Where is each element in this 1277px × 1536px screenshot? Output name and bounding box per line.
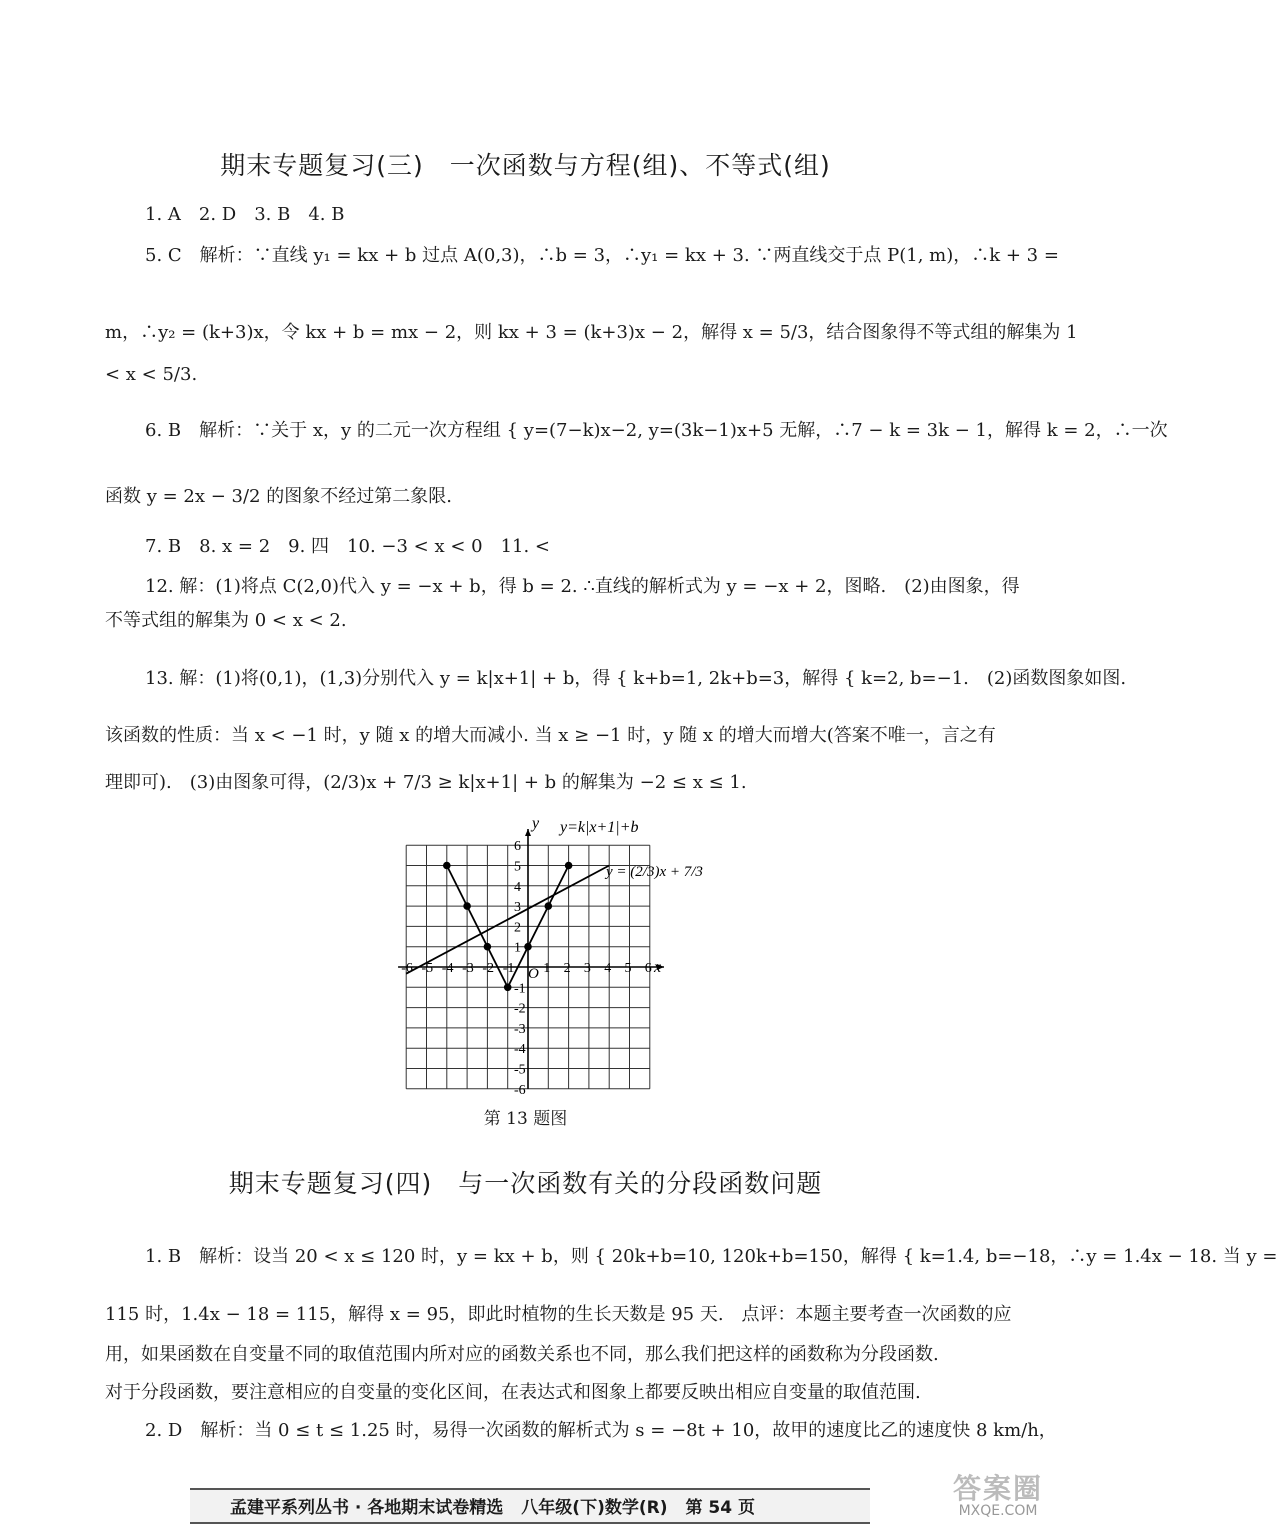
answer-line: 12. 解：(1)将点 C(2,0)代入 y = −x + b，得 b = 2. ∴直线的解析式为 y = −x + 2，图略. (2)由图象，得 <box>145 576 1020 597</box>
y-tick-label: -3 <box>514 1021 526 1037</box>
x-tick-label: 5 <box>624 961 632 976</box>
answer-line: 6. B 解析：∵关于 x，y 的二元一次方程组 { y=(7−k)x−2, y=(3k−1)x+5 无解，∴7 − k = 3k − 1，解得 k = 2，∴一次 <box>145 420 1168 441</box>
y-axis-label: y <box>532 815 540 832</box>
answer-line: 5. C 解析：∵直线 y₁ = kx + b 过点 A(0,3)，∴b = 3，∴y₁ = kx + 3. ∵两直线交于点 P(1, m)，∴k + 3 = <box>145 245 1059 266</box>
y-tick-label: 4 <box>514 879 521 895</box>
y-tick-label: -2 <box>514 1001 526 1017</box>
x-tick-label: 2 <box>563 961 571 976</box>
y-tick-label: -5 <box>514 1062 526 1078</box>
x-tick-label: -6 <box>401 961 413 976</box>
answer-line: 2. D 解析：当 0 ≤ t ≤ 1.25 时，易得一次函数的解析式为 s = −8t + 10，故甲的速度比乙的速度快 8 km/h， <box>145 1420 1057 1441</box>
figure-caption: 第 13 题图 <box>483 1109 568 1129</box>
y-tick-label: -6 <box>514 1082 526 1098</box>
data-point <box>565 862 573 870</box>
x-tick-label: -1 <box>502 961 515 976</box>
x-tick-label: 1 <box>543 961 551 976</box>
page-footer <box>190 1488 870 1524</box>
data-point <box>545 902 553 910</box>
answer-line: 1. B 解析：设当 20 < x ≤ 120 时，y = kx + b，则 { 20k+b=10, 120k+b=150，解得 { k=1.4, b=−18，∴y = 1.4x − 18. 当 y = <box>145 1246 1277 1267</box>
x-axis-label: x <box>654 959 662 976</box>
watermark <box>952 1472 1043 1522</box>
x-tick-label: 3 <box>583 961 591 976</box>
y-tick-label: -4 <box>514 1042 526 1058</box>
x-tick-label: -5 <box>421 961 434 976</box>
y-tick-label: 3 <box>514 900 521 916</box>
watermark-logo: 答案圈 <box>952 1472 1043 1505</box>
answer-line: 13. 解：(1)将(0,1)，(1,3)分别代入 y = k|x+1| + b，得 { k+b=1, 2k+b=3，解得 { k=2, b=−1. (2)函数图象如图. <box>145 668 1127 689</box>
answer-line: 用，如果函数在自变量不同的取值范围内所对应的函数关系也不同，那么我们把这样的函数称为分段函数. <box>105 1344 939 1365</box>
x-tick-label: 6 <box>644 961 652 976</box>
answer-line: 不等式组的解集为 0 < x < 2. <box>105 610 347 631</box>
watermark-url: MXQE.COM <box>958 1503 1038 1519</box>
answer-line: 函数 y = 2x − 3/2 的图象不经过第二象限. <box>105 486 452 507</box>
x-tick-label: -3 <box>462 961 474 976</box>
data-point <box>443 862 451 870</box>
y-axis-arrow <box>525 829 531 836</box>
function-graph <box>378 812 703 1102</box>
answer-line: 理即可). (3)由图象可得，(2/3)x + 7/3 ≥ k|x+1| + b 的解集为 −2 ≤ x ≤ 1. <box>105 772 747 793</box>
answer-line: 115 时，1.4x − 18 = 115，解得 x = 95，即此时植物的生长天数是 95 天. 点评：本题主要考查一次函数的应 <box>105 1304 1012 1325</box>
line-label: y = (2/3)x + 7/3 <box>606 864 703 880</box>
answer-line: 1. A 2. D 3. B 4. B <box>145 204 345 225</box>
y-tick-label: 1 <box>514 940 521 956</box>
x-tick-label: -2 <box>482 961 495 976</box>
curve-label: y=k|x+1|+b <box>560 819 639 836</box>
data-point <box>504 984 512 992</box>
answer-line: m，∴y₂ = (k+3)x，令 kx + b = mx − 2，则 kx + 3 = (k+3)x − 2，解得 x = 5/3，结合图象得不等式组的解集为 1 <box>105 322 1078 343</box>
footer-grade: 八年级(下)数学(R) <box>521 1498 668 1518</box>
y-tick-label: 6 <box>514 839 521 855</box>
answer-line: 该函数的性质：当 x < −1 时，y 随 x 的增大而减小. 当 x ≥ −1 时，y 随 x 的增大而增大(答案不唯一，言之有 <box>105 725 996 746</box>
answer-line: < x < 5/3. <box>105 364 198 385</box>
answer-line: 7. B 8. x = 2 9. 四 10. −3 < x < 0 11. < <box>145 536 551 557</box>
footer-series: 孟建平系列丛书 · 各地期末试卷精选 <box>230 1498 504 1518</box>
section-title-3: 期末专题复习(三) 一次函数与方程(组)、不等式(组) <box>220 151 831 180</box>
x-tick-label: -4 <box>441 961 454 976</box>
x-tick-label: 4 <box>604 961 612 976</box>
answer-line: 对于分段函数，要注意相应的自变量的变化区间，在表达式和图象上都要反映出相应自变量的取值范围. <box>105 1382 921 1403</box>
origin-label: O <box>528 966 539 982</box>
y-tick-label: 5 <box>514 859 521 875</box>
y-tick-label: -1 <box>514 981 526 997</box>
y-tick-label: 2 <box>514 920 521 936</box>
section-title-4: 期末专题复习(四) 与一次函数有关的分段函数问题 <box>228 1169 823 1198</box>
data-point <box>463 902 471 910</box>
data-point <box>484 943 492 951</box>
footer-page-number: 第 54 页 <box>685 1498 755 1518</box>
data-point <box>524 943 532 951</box>
